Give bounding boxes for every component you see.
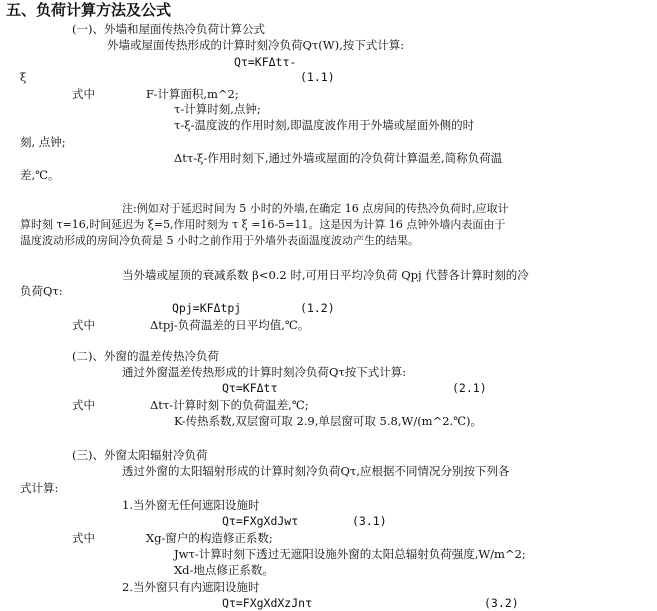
- formula-1-1: Qτ=KFΔtτ-: [234, 55, 297, 69]
- definition-delta-t-tau: Δtτ-计算时刻下的负荷温差,℃;: [150, 398, 309, 412]
- definition-delta-t: Δtτ-ξ-作用时刻下,通过外墙或屋面的冷负荷计算温差,简称负荷温: [174, 151, 503, 165]
- definition-delta-t-cont: 差,℃。: [20, 168, 60, 182]
- subsection-title-2: (二)、外窗的温差传热冷负荷: [72, 349, 219, 363]
- note-line-1: 注:例如对于延迟时间为 5 小时的外墙,在确定 16 点房间的传热冷负荷时,应取计: [122, 202, 509, 215]
- definition-tau-xi-cont: 刻, 点钟;: [20, 135, 66, 149]
- formula-1-2: Qpj=KFΔtpj: [172, 301, 242, 315]
- where-label: 式中: [72, 87, 95, 101]
- note-line-2: 算时刻 τ=16,时间延迟为 ξ=5,作用时刻为 τ ξ =16-5=11。这是因为计算 16 点钟外墙内表面由于: [20, 218, 506, 231]
- definition-tpj: Δtpj-负荷温差的日平均值,℃。: [150, 318, 310, 332]
- definition-F: F-计算面积,m^2;: [146, 87, 239, 101]
- where-label-3: 式中: [72, 398, 95, 412]
- definition-K: K-传热系数,双层窗可取 2.9,单层窗可取 5.8,W/(m^2.℃)。: [174, 414, 483, 428]
- section-heading: 五、负荷计算方法及公式: [6, 1, 172, 19]
- note-line-3: 温度波动形成的房间冷负荷是 5 小时之前作用于外墙外表面温度波动产生的结果。: [20, 234, 419, 247]
- definition-tau-xi: τ-ξ-温度波的作用时刻,即温度波作用于外墙或屋面外侧的时: [174, 118, 475, 132]
- formula-3-1: Qτ=FXgXdJwτ: [222, 514, 299, 528]
- paragraph-intro-3: 透过外窗的太阳辐射形成的计算时刻冷负荷Qτ,应根据不同情况分别按下列各: [122, 464, 510, 478]
- definition-tau: τ-计算时刻,点钟;: [174, 102, 261, 116]
- where-label-4: 式中: [72, 531, 95, 545]
- simplification-line-1: 当外墙或屋顶的衰减系数 β<0.2 时,可用日平均冷负荷 Qpj 代替各计算时刻的冷: [122, 268, 529, 282]
- definition-Xd: Xd-地点修正系数。: [174, 563, 274, 577]
- subsection-title-3: (三)、外窗太阳辐射冷负荷: [72, 448, 208, 462]
- subsection-title-1: (一)、外墙和屋面传热冷负荷计算公式: [72, 22, 265, 36]
- formula-2-1: Qτ=KFΔtτ: [222, 381, 278, 395]
- equation-number-2-1: (2.1): [452, 381, 487, 395]
- formula-3-2: Qτ=FXgXdXzJnτ: [222, 596, 313, 610]
- simplification-line-2: 负荷Qτ:: [20, 284, 63, 298]
- definition-Xg: Xg-窗户的构造修正系数;: [146, 531, 273, 545]
- equation-number-1-2: (1.2): [300, 301, 335, 315]
- equation-number-1-1: (1.1): [300, 70, 335, 84]
- case-2-title: 2.当外窗只有内遮阳设施时: [122, 580, 260, 594]
- equation-number-3-1: (3.1): [352, 514, 387, 528]
- paragraph-intro-1: 外墙或屋面传热形成的计算时刻冷负荷Qτ(W),按下式计算:: [107, 38, 405, 52]
- formula-1-1-tail: ξ: [20, 70, 27, 84]
- where-label-2: 式中: [72, 318, 95, 332]
- paragraph-intro-2: 通过外窗温差传热形成的计算时刻冷负荷Qτ按下式计算:: [122, 365, 407, 379]
- equation-number-3-2: (3.2): [484, 596, 519, 610]
- definition-Jw: Jwτ-计算时刻下透过无遮阳设施外窗的太阳总辐射负荷强度,W/m^2;: [174, 547, 526, 561]
- case-1-title: 1.当外窗无任何遮阳设施时: [122, 498, 260, 512]
- paragraph-intro-3-cont: 式计算:: [20, 481, 59, 495]
